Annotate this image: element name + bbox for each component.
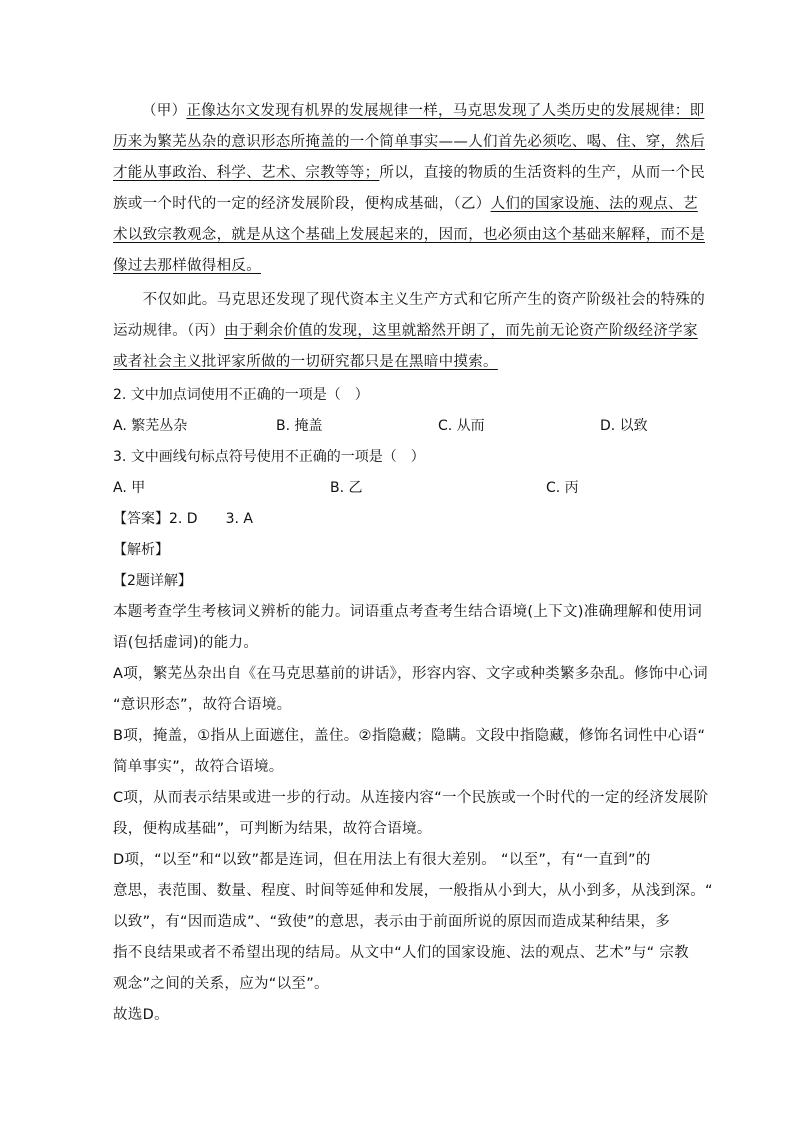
underlined-sentence-bing: 由于剩余价值的发现，这里就豁然开朗了，而先前无论资产阶级经济学家: [224, 323, 698, 339]
plain-text: 所以，直接的物质的生活资料的生产，从而一个民: [379, 165, 706, 181]
question-3-stem: 3. 文中画线句标点符号使用不正确的一项是（ ）: [113, 449, 425, 465]
passage-line-5: [113, 225, 705, 245]
explanation-line: 故选D。: [113, 1007, 169, 1023]
passage-line-6: [113, 256, 673, 276]
explanation-line: “意识形态”，故符合语境。: [113, 697, 292, 713]
plain-text: 族或一个时代的一定的经济发展阶段，便构成基础，（乙）: [113, 196, 491, 212]
explanation-line: 段，便构成基础”，可判断为结果，故符合语境。: [113, 821, 432, 837]
passage-line-4: [113, 194, 698, 214]
analysis-label: 【解析】: [113, 542, 169, 558]
answer-line: 【答案】2. D 3. A: [113, 511, 253, 527]
passage-line-8: [113, 321, 698, 341]
passage-line-2: [113, 132, 705, 152]
explanation-line: 指不良结果或者不希望出现的结局。从文中“人们的国家设施、法的观点、艺术”与“ 宗教: [113, 945, 689, 961]
explanation-line: 简单事实”，故符合语境。: [113, 759, 284, 775]
underlined-text: 才能从事政治、科学、艺术、宗教等等；: [113, 165, 380, 181]
passage-line-3: [113, 163, 706, 183]
q2-option-d: D. 以致: [600, 418, 648, 434]
underlined-sentence-yi: 人们的国家设施、法的观点、艺: [490, 196, 698, 212]
q2-option-a: A. 繁芜丛杂: [113, 418, 188, 434]
explanation-line: 观念”之间的关系，应为“以至”。: [113, 976, 329, 992]
marker-jia: （甲）: [142, 103, 187, 119]
q2-option-c: C. 从而: [438, 418, 485, 434]
underlined-sentence-jia: 正像达尔文发现有机界的发展规律一样，马克思发现了人类历史的发展规律：即: [186, 103, 705, 119]
explanation-line: 意思，表范围、数量、程度、时间等延伸和发展，一般指从小到大，从小到多，从浅到深。“: [113, 883, 713, 899]
passage-line-7: [113, 290, 705, 310]
underlined-text: 或者社会主义批评家所做的一切研究都只是在黑暗中摸索。: [113, 354, 498, 370]
explanation-line: D项，“以至”和“以致”都是连词，但在用法上有很大差别。 “以至”，有“一直到”的: [113, 852, 651, 868]
underlined-text: 像过去那样做得相反。: [113, 258, 261, 274]
passage-line-1: [113, 101, 705, 121]
explanation-line: 以致”，有“因而造成”、“致使”的意思，表示由于前面所说的原因而造成某种结果，多: [113, 914, 671, 930]
passage-line-9: [113, 352, 673, 372]
q2-option-b: B. 掩盖: [276, 418, 323, 434]
explanation-line: 语(包括虚词)的能力。: [113, 635, 259, 651]
underlined-text: 历来为繁芜丛杂的意识形态所掩盖的一个简单事实——人们首先必须吃、喝、住、穿，然后: [113, 134, 705, 150]
explanation-line: 本题考查学生考核词义辨析的能力。词语重点考查考生结合语境(上下文)准确理解和使用词: [113, 604, 703, 620]
q3-option-a: A. 甲: [113, 480, 146, 496]
q3-option-b: B. 乙: [330, 480, 363, 496]
explanation-line: C项，从而表示结果或进一步的行动。从连接内容“一个民族或一个时代的一定的经济发展阶: [113, 790, 709, 806]
plain-text: 不仅如此。马克思还发现了现代资本主义生产方式和它所产生的资产阶级社会的特殊的: [113, 292, 705, 308]
explanation-line: A项，繁芜丛杂出自《在马克思墓前的讲话》，形容内容、文字或种类繁多杂乱。修饰中心词: [113, 666, 708, 682]
detail-label: 【2题详解】: [113, 573, 192, 589]
underlined-text: 术以致宗教观念，就是从这个基础上发展起来的，因而，也必须由这个基础来解释，而不是: [113, 227, 705, 243]
q3-option-c: C. 丙: [546, 480, 579, 496]
plain-text: 运动规律。（丙）: [113, 323, 225, 339]
question-2-stem: 2. 文中加点词使用不正确的一项是（ ）: [113, 387, 369, 403]
explanation-line: B项，掩盖，①指从上面遮住，盖住。②指隐藏；隐瞒。文段中指隐藏，修饰名词性中心语“: [113, 728, 706, 744]
